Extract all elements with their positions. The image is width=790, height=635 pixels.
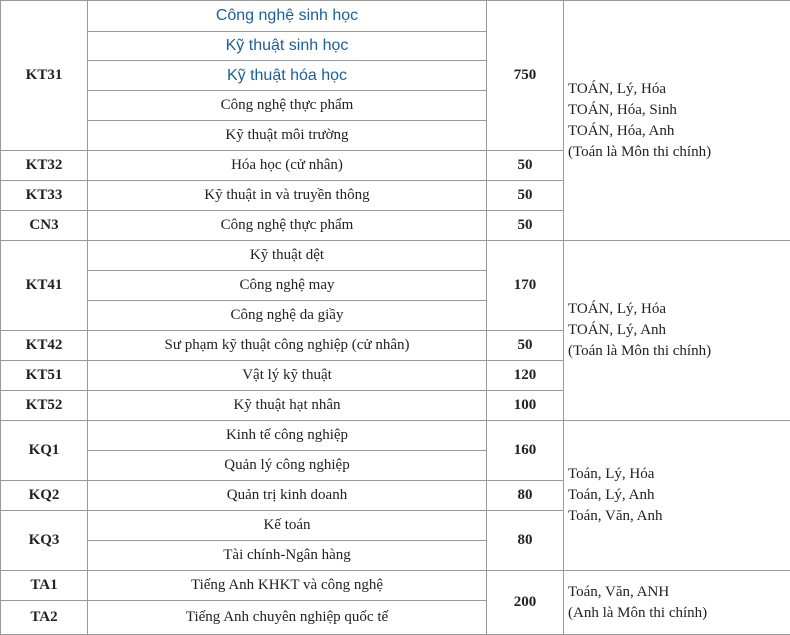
subject-line: TOÁN, Hóa, Anh bbox=[568, 122, 675, 139]
major-name: Kỹ thuật dệt bbox=[88, 241, 487, 271]
subject-line: TOÁN, Hóa, Sinh bbox=[568, 101, 677, 118]
subject-line: TOÁN, Lý, Hóa bbox=[568, 80, 667, 97]
program-code: CN3 bbox=[1, 211, 88, 241]
quota-value: 750 bbox=[487, 1, 564, 151]
major-name: Tài chính-Ngân hàng bbox=[88, 541, 487, 571]
subject-combinations bbox=[564, 421, 790, 571]
quota-value: 80 bbox=[487, 511, 564, 571]
subject-combinations bbox=[564, 571, 790, 635]
program-code: KT32 bbox=[1, 151, 88, 181]
table-row bbox=[1, 241, 790, 271]
quota-value: 80 bbox=[487, 481, 564, 511]
major-link[interactable]: Kỹ thuật hóa học bbox=[88, 61, 487, 91]
program-code: KQ2 bbox=[1, 481, 88, 511]
program-code: KQ3 bbox=[1, 511, 88, 571]
program-code: TA2 bbox=[1, 601, 88, 635]
program-code: KT33 bbox=[1, 181, 88, 211]
subject-line: (Anh là Môn thi chính) bbox=[568, 604, 708, 621]
quota-value: 50 bbox=[487, 151, 564, 181]
table-row bbox=[1, 421, 790, 451]
quota-value: 200 bbox=[487, 571, 564, 635]
subject-line: Toán, Văn, Anh bbox=[568, 508, 663, 524]
major-link[interactable]: Kỹ thuật sinh học bbox=[88, 32, 487, 61]
program-code: TA1 bbox=[1, 571, 88, 601]
subject-combinations bbox=[564, 241, 790, 421]
table-row bbox=[1, 571, 790, 601]
major-name: Công nghệ da giầy bbox=[88, 301, 487, 331]
major-name: Kỹ thuật in và truyền thông bbox=[88, 181, 487, 211]
table-row bbox=[1, 1, 790, 32]
program-code: KQ1 bbox=[1, 421, 88, 481]
major-name: Quản lý công nghiệp bbox=[88, 451, 487, 481]
subject-combinations bbox=[564, 1, 790, 241]
program-code: KT42 bbox=[1, 331, 88, 361]
major-name: Hóa học (cử nhân) bbox=[88, 151, 487, 181]
subject-line: TOÁN, Lý, Anh bbox=[568, 322, 667, 338]
subject-line: Toán, Lý, Hóa bbox=[568, 466, 655, 482]
quota-value: 160 bbox=[487, 421, 564, 481]
subject-line: (Toán là Môn thi chính) bbox=[568, 143, 712, 160]
subject-line: Toán, Văn, ANH bbox=[568, 583, 670, 600]
major-name: Tiếng Anh chuyên nghiệp quốc tế bbox=[88, 601, 487, 635]
major-name: Công nghệ may bbox=[88, 271, 487, 301]
major-name: Kinh tế công nghiệp bbox=[88, 421, 487, 451]
program-code: KT41 bbox=[1, 241, 88, 331]
major-name: Quản trị kinh doanh bbox=[88, 481, 487, 511]
major-name: Công nghệ thực phẩm bbox=[88, 211, 487, 241]
major-name: Sư phạm kỹ thuật công nghiệp (cử nhân) bbox=[88, 331, 487, 361]
major-name: Công nghệ thực phẩm bbox=[88, 91, 487, 121]
quota-value: 50 bbox=[487, 331, 564, 361]
subject-line: Toán, Lý, Anh bbox=[568, 487, 655, 503]
subject-line: TOÁN, Lý, Hóa bbox=[568, 301, 667, 317]
quota-value: 100 bbox=[487, 391, 564, 421]
quota-value: 50 bbox=[487, 181, 564, 211]
major-link[interactable]: Công nghệ sinh học bbox=[88, 1, 487, 32]
major-name: Kỹ thuật môi trường bbox=[88, 121, 487, 151]
major-name: Vật lý kỹ thuật bbox=[88, 361, 487, 391]
major-name: Tiếng Anh KHKT và công nghệ bbox=[88, 571, 487, 601]
subject-line: (Toán là Môn thi chính) bbox=[568, 343, 712, 359]
program-code: KT51 bbox=[1, 361, 88, 391]
program-code: KT52 bbox=[1, 391, 88, 421]
program-code: KT31 bbox=[1, 1, 88, 151]
major-name: Kế toán bbox=[88, 511, 487, 541]
quota-value: 50 bbox=[487, 211, 564, 241]
quota-value: 120 bbox=[487, 361, 564, 391]
major-name: Kỹ thuật hạt nhân bbox=[88, 391, 487, 421]
quota-value: 170 bbox=[487, 241, 564, 331]
